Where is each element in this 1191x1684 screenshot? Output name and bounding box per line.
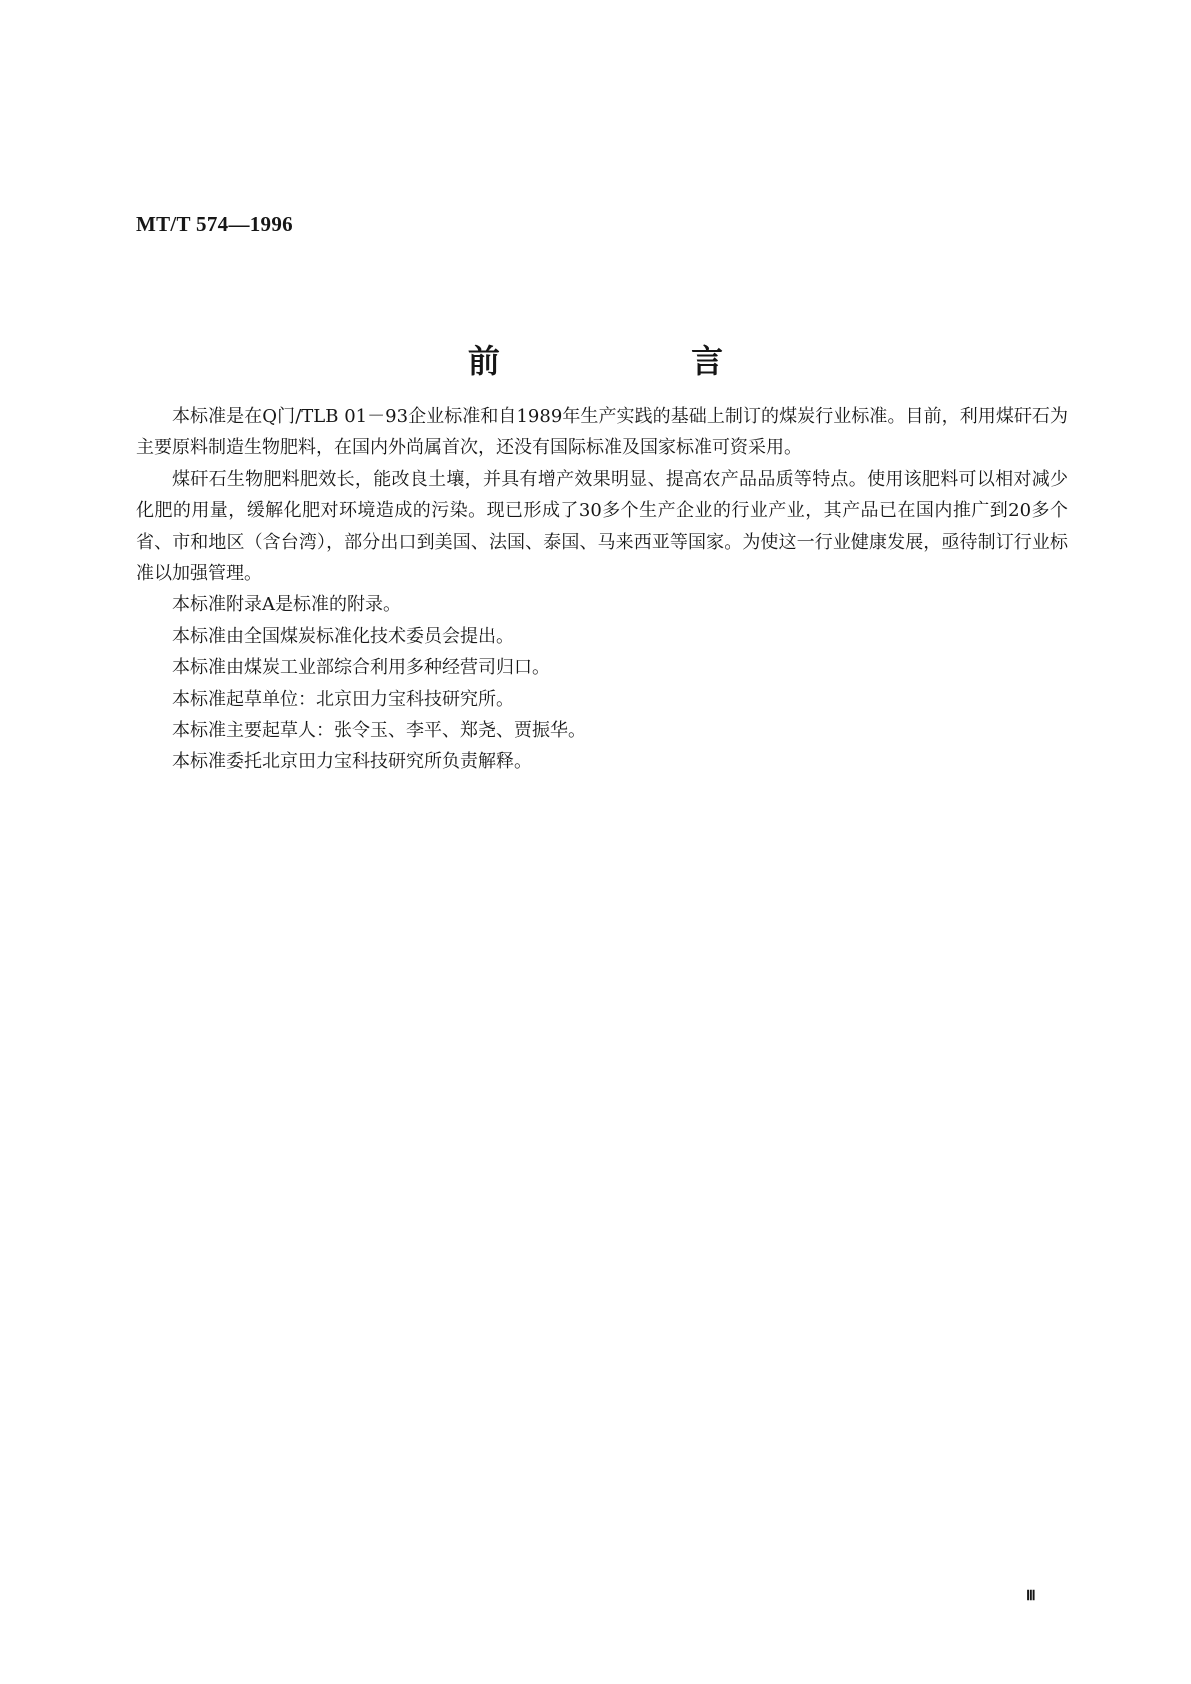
paragraph-features: 煤矸石生物肥料肥效长，能改良土壤，并具有增产效果明显、提高农产品品质等特点。使用该肥料可以相对减少化肥的用量，缓解化肥对环境造成的污染。现已形成了30多个生产企业的行业产业，其产品已在国内推广到20多个省、市和地区（含台湾），部分出口到美国、法国、泰国、马来西亚等国家。为使这一行业健康发展，亟待制订行业标准以加强管理。: [136, 468, 1068, 585]
paragraph-drafting-unit: 本标准起草单位：北京田力宝科技研究所。: [172, 688, 514, 710]
paragraph-administrator: 本标准由煤炭工业部综合利用多种经营司归口。: [172, 657, 550, 679]
standard-code: MT/T 574—1996: [136, 212, 293, 236]
paragraph-interpretation: 本标准委托北京田力宝科技研究所负责解释。: [172, 751, 532, 773]
paragraph-origin: 本标准是在Q门/TLB 01－93企业标准和自1989年生产实践的基础上制订的煤炭行业标准。目前，利用煤矸石为主要原料制造生物肥料，在国内外尚属首次，还没有国际标准及国家标准可资采用。: [136, 406, 1068, 459]
paragraph-proposer: 本标准由全国煤炭标准化技术委员会提出。: [172, 625, 514, 647]
page-number: Ⅲ: [1026, 1589, 1036, 1604]
paragraph-appendix: 本标准附录A是标准的附录。: [172, 594, 401, 616]
foreword-body: [136, 401, 1068, 778]
page-title: 前 言: [467, 342, 814, 380]
paragraph-drafters: 本标准主要起草人：张令玉、李平、郑尧、贾振华。: [172, 720, 586, 742]
